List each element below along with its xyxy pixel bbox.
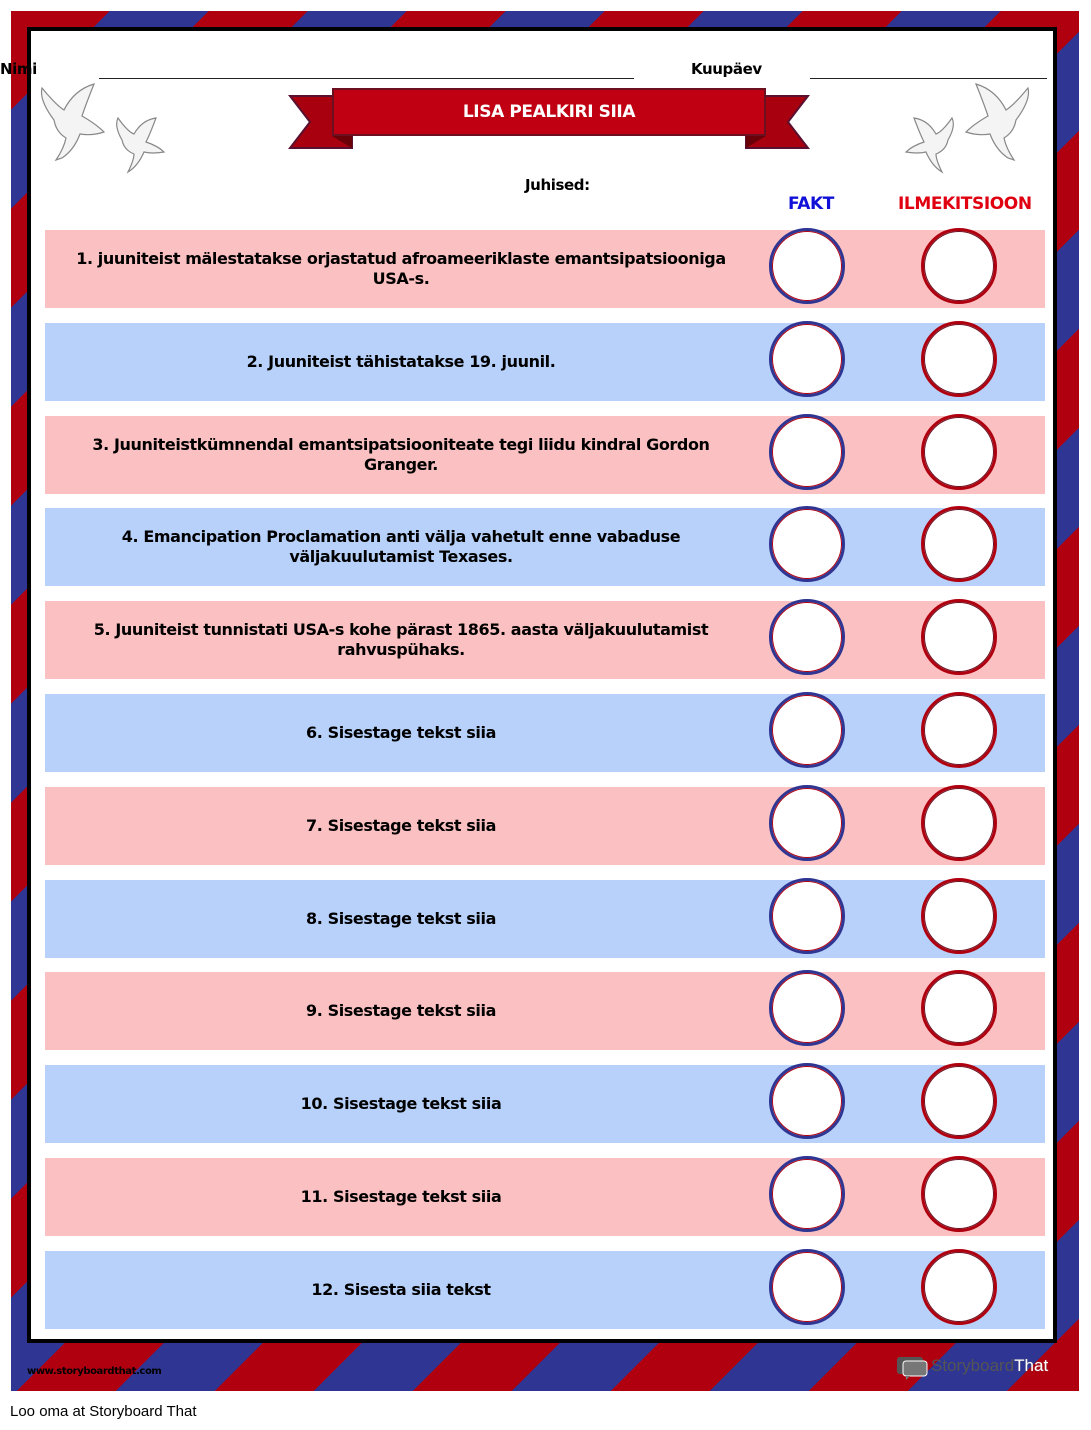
statement-text[interactable]: 7. Sisestage tekst siia: [306, 816, 496, 835]
fact-answer-circle[interactable]: [769, 1249, 845, 1325]
date-line[interactable]: [810, 78, 1047, 79]
myth-answer-circle[interactable]: [921, 692, 997, 768]
myth-answer-circle[interactable]: [921, 228, 997, 304]
statement-row: [45, 416, 1045, 494]
footer-url[interactable]: www.storyboardthat.com: [27, 1366, 162, 1377]
myth-answer-circle[interactable]: [921, 599, 997, 675]
myth-answer-circle[interactable]: [921, 414, 997, 490]
fact-column-header: FAKT: [788, 194, 834, 214]
worksheet-paper: [27, 27, 1057, 1343]
page-title[interactable]: LISA PEALKIRI SIIA: [332, 88, 766, 136]
date-label: Kuupäev: [691, 60, 762, 78]
statement-text[interactable]: 5. Juuniteist tunnistati USA-s kohe pärast 1865. aasta väljakuulutamist rahvuspühaks.: [93, 620, 709, 659]
fact-answer-circle[interactable]: [769, 414, 845, 490]
statement-text[interactable]: 12. Sisesta siia tekst: [311, 1280, 491, 1299]
fact-answer-circle[interactable]: [769, 785, 845, 861]
fact-answer-circle[interactable]: [769, 1156, 845, 1232]
myth-answer-circle[interactable]: [921, 506, 997, 582]
statement-row: [45, 787, 1045, 865]
fact-answer-circle[interactable]: [769, 878, 845, 954]
myth-answer-circle[interactable]: [921, 1156, 997, 1232]
fact-answer-circle[interactable]: [769, 599, 845, 675]
statement-text[interactable]: 11. Sisestage tekst siia: [300, 1187, 502, 1206]
fact-answer-circle[interactable]: [769, 506, 845, 582]
statement-row: [45, 1251, 1045, 1329]
statement-text[interactable]: 4. Emancipation Proclamation anti välja vahetult enne vabaduse väljakuulutamist Texases.: [121, 527, 681, 566]
statement-row: [45, 694, 1045, 772]
myth-answer-circle[interactable]: [921, 785, 997, 861]
statement-text[interactable]: 3. Juuniteistkümnendal emantsipatsiooniteate tegi liidu kindral Gordon Granger.: [92, 435, 710, 474]
brand-logo-text: [931, 1356, 1048, 1376]
statement-text[interactable]: 6. Sisestage tekst siia: [306, 723, 496, 742]
statement-text[interactable]: 10. Sisestage tekst siia: [300, 1094, 502, 1113]
statement-row: [45, 508, 1045, 586]
fact-answer-circle[interactable]: [769, 970, 845, 1046]
create-your-own-note[interactable]: Loo oma at Storyboard That: [10, 1403, 197, 1420]
myth-answer-circle[interactable]: [921, 878, 997, 954]
fact-answer-circle[interactable]: [769, 1063, 845, 1139]
fact-answer-circle[interactable]: [769, 228, 845, 304]
statement-row: [45, 1065, 1045, 1143]
myth-column-header: ILMEKITSIOON: [898, 194, 1032, 214]
myth-answer-circle[interactable]: [921, 970, 997, 1046]
name-label: Nimi: [0, 60, 37, 78]
statement-text[interactable]: 9. Sisestage tekst siia: [306, 1001, 496, 1020]
fact-answer-circle[interactable]: [769, 321, 845, 397]
statement-row: [45, 880, 1045, 958]
doves-icon: [900, 80, 1036, 184]
statement-row: [45, 972, 1045, 1050]
doves-icon: [34, 80, 170, 184]
fact-answer-circle[interactable]: [769, 692, 845, 768]
statement-text[interactable]: 8. Sisestage tekst siia: [306, 909, 496, 928]
statement-text[interactable]: 2. Juuniteist tähistatakse 19. juunil.: [246, 352, 556, 371]
myth-answer-circle[interactable]: [921, 1063, 997, 1139]
statement-row: [45, 323, 1045, 401]
statement-row: [45, 1158, 1045, 1236]
statement-row: [45, 601, 1045, 679]
instructions-label: Juhised:: [525, 176, 590, 194]
myth-answer-circle[interactable]: [921, 1249, 997, 1325]
statement-row: [45, 230, 1045, 308]
brand-part-that: That: [1014, 1356, 1049, 1375]
brand-part-storyboard: Storyboard: [931, 1356, 1015, 1375]
name-line[interactable]: [99, 78, 634, 79]
myth-answer-circle[interactable]: [921, 321, 997, 397]
statement-text[interactable]: 1. juuniteist mälestatakse orjastatud afroameeriklaste emantsipatsiooniga USA-s.: [76, 249, 726, 288]
